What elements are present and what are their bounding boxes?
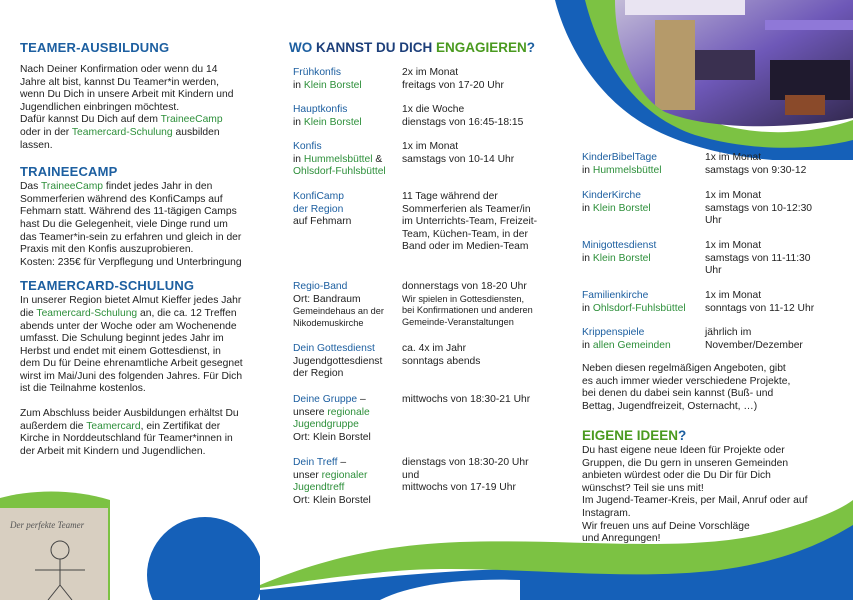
text-line: das Teamer*in-sein zu erfahren und gleich in der — [20, 231, 242, 243]
text-line: Sommerferien während des KonfiCamps auf — [20, 193, 223, 205]
event-detail: Wir spielen in Gottesdiensten, — [402, 293, 525, 304]
text-span: in — [582, 339, 593, 351]
text-line: dem Du für Deine ehrenamtliche Arbeit gesegnet — [20, 358, 243, 370]
event-detail: Team, Küchen-Team, in der — [402, 228, 528, 240]
event-details — [402, 457, 529, 495]
text-line: Instagram. — [582, 507, 631, 519]
text-line: bei denen du dabei sein kannst (Buß- und — [582, 388, 774, 400]
place-link: Hummelsbüttel — [592, 164, 662, 176]
event-place — [582, 303, 686, 316]
event-name — [293, 191, 351, 229]
event-title-line — [293, 457, 371, 470]
event-subtitle: Jugendgruppe — [293, 419, 359, 431]
event-details — [402, 281, 533, 328]
event-title: Deine Gruppe — [293, 394, 358, 405]
place-link: Klein Borstel — [592, 202, 651, 214]
text-line — [20, 421, 260, 434]
heading-part: WO — [289, 40, 316, 55]
event-place — [582, 203, 651, 216]
middle-heading — [289, 39, 535, 57]
text-span: , ein Zertifikat der — [140, 420, 221, 432]
teamercard-link: Teamercard — [86, 420, 141, 432]
text-span: Dafür kannst Du Dich auf dem — [20, 114, 161, 126]
text-span: in — [293, 116, 304, 128]
event-subtitle — [293, 470, 371, 483]
event-title: Minigottesdienst — [582, 240, 657, 251]
bottom-left-decoration — [0, 480, 260, 600]
event-title: Konfis — [293, 141, 322, 152]
event-detail: 1x die Woche — [402, 104, 465, 115]
heading-part: EIGENE IDEEN — [582, 428, 679, 443]
text-line: Du hast eigene neue Ideen für Projekte oder — [582, 445, 785, 456]
event-details — [402, 394, 530, 407]
event-title: Dein Gottesdienst — [293, 343, 375, 354]
event-place: Ort: Klein Borstel — [293, 431, 371, 443]
event-detail: samstags von 11-11:30 — [705, 252, 811, 264]
text-span: in — [293, 79, 304, 91]
event-detail: freitags von 17-20 Uhr — [402, 79, 504, 91]
text-line — [20, 114, 260, 127]
text-line: abends unter der Woche oder am Wochenende — [20, 320, 237, 332]
text-span: regionaler — [321, 469, 368, 481]
event-detail: Sommerferien als Teamer/in — [402, 203, 531, 215]
event-place — [582, 253, 656, 266]
place-link: Hummelsbüttel — [303, 153, 373, 165]
text-line: Bettag, Jugendfreizeit, Osternacht, …) — [582, 400, 758, 412]
event-details — [402, 141, 514, 166]
text-line: lassen. — [20, 139, 53, 151]
heading-part: ? — [678, 428, 687, 443]
event-details — [705, 290, 814, 315]
text-span: oder in der — [20, 126, 72, 138]
text-line: umfasst. Die Schulung beginnt jedes Jahr im — [20, 333, 224, 345]
text-line: hast Du die Gelegenheit, viele Dinge rund um — [20, 218, 228, 230]
extra-projects-text — [582, 363, 832, 413]
heading-part: ? — [526, 40, 536, 55]
text-span: ausbilden — [172, 126, 220, 138]
text-line: Nach Deiner Konfirmation oder wenn du 14 — [20, 64, 218, 75]
event-place: Nikodemuskirche — [293, 317, 364, 328]
event-detail: 2x im Monat — [402, 67, 459, 78]
event-detail: jährlich im — [705, 327, 752, 338]
text-span: in — [582, 302, 593, 314]
text-line: Praxis mit den Konfis auszuprobieren. — [20, 244, 194, 256]
text-span: unser — [293, 469, 322, 481]
ideen-heading — [582, 427, 686, 445]
event-detail: sonntags von 11-12 Uhr — [705, 302, 815, 314]
event-details — [402, 191, 537, 254]
event-title: der Region — [293, 203, 344, 215]
event-title: Dein Treff — [293, 457, 338, 468]
place-link: Klein Borstel — [303, 79, 362, 91]
event-name — [582, 152, 662, 177]
event-name — [293, 281, 384, 329]
text-span: außerdem die — [20, 420, 87, 432]
event-detail: dienstags von 16:45-18:15 — [402, 116, 524, 128]
event-subtitle — [293, 407, 371, 420]
event-detail: und — [402, 469, 420, 481]
event-detail: sonntags abends — [402, 355, 481, 367]
event-detail: dienstags von 18:30-20 Uhr — [402, 457, 529, 468]
event-place — [293, 117, 362, 130]
text-line: In unserer Region bietet Almut Kieffer jedes Jahr — [20, 295, 242, 307]
text-span: unsere — [293, 406, 328, 418]
text-span: an, die ca. 12 Treffen — [137, 307, 237, 319]
event-place: auf Fehmarn — [293, 216, 352, 228]
event-place: Jugendgottesdienst — [293, 355, 383, 367]
event-detail: 11 Tage während der — [402, 191, 498, 202]
text-line: ist die Teilnahme kostenlos. — [20, 383, 146, 395]
text-span: in — [582, 202, 593, 214]
event-title: Frühkonfis — [293, 67, 342, 78]
event-place — [293, 80, 362, 93]
event-detail: im Unterrichts-Team, Freizeit- — [402, 216, 538, 228]
event-detail: mittwochs von 17-19 Uhr — [402, 482, 516, 494]
event-detail: 1x im Monat — [705, 290, 762, 301]
event-details — [705, 190, 812, 228]
event-detail: samstags von 10-12:30 — [705, 202, 813, 214]
event-detail: Uhr — [705, 265, 722, 277]
event-detail: Uhr — [705, 215, 722, 227]
top-right-decoration — [545, 0, 853, 160]
event-name — [293, 394, 371, 444]
text-span: & — [372, 153, 383, 165]
traineecamp-link: TraineeCamp — [41, 181, 103, 193]
event-detail: donnerstags von 18-20 Uhr — [402, 281, 527, 292]
ideen-text — [582, 445, 842, 546]
text-line: anbieten würdest oder die Du Dir für Dich — [582, 470, 771, 482]
event-details — [705, 327, 803, 352]
event-title: Familienkirche — [582, 290, 649, 301]
text-line: Fehmarn statt. Während des 11-tägigen Camps — [20, 206, 237, 218]
event-name — [582, 327, 671, 352]
event-place: Ort: Bandraum — [293, 293, 361, 305]
event-place — [582, 340, 671, 353]
event-detail: 1x im Monat — [402, 141, 459, 152]
text-span: – — [357, 394, 366, 405]
event-title: Krippenspiele — [582, 327, 645, 338]
photo-caption: Der perfekte Teamer — [10, 520, 85, 530]
teamer-heading: TEAMER-AUSBILDUNG — [20, 40, 170, 55]
text-span: findet jedes Jahr in den — [103, 181, 213, 193]
event-name — [293, 104, 362, 129]
text-span: in — [582, 164, 593, 176]
text-line: Im Jugend-Teamer-Kreis, per Mail, Anruf oder auf — [582, 495, 808, 507]
text-line: wenn Du Dich in unsere Arbeit mit Kindern und — [20, 89, 234, 101]
event-name — [293, 67, 362, 92]
text-line: Kirche in Norddeutschland für Teamer*innen in — [20, 433, 233, 445]
event-place: der Region — [293, 368, 344, 380]
text-line: Herbst und endet mit einem Gottesdienst, in — [20, 345, 221, 357]
text-line: Wir freuen uns auf Deine Vorschläge — [582, 520, 750, 532]
teamercard-link: Teamercard-Schulung — [36, 307, 138, 319]
text-span: – — [337, 457, 347, 468]
event-title: Regio-Band — [293, 281, 348, 292]
text-line: Neben diesen regelmäßigen Angeboten, gibt — [582, 363, 786, 374]
event-title-line — [293, 394, 371, 407]
text-span: in — [293, 153, 304, 165]
text-line: es auch immer wieder verschiedene Projekte, — [582, 375, 791, 387]
event-details — [402, 343, 480, 368]
text-span: die — [20, 307, 37, 319]
event-title: KinderBibelTage — [582, 152, 657, 163]
place-link: Klein Borstel — [303, 116, 362, 128]
event-name — [293, 141, 386, 179]
event-place: Gemeindehaus an der — [293, 306, 384, 317]
event-place — [582, 165, 662, 178]
event-name — [582, 190, 651, 215]
event-detail: 1x im Monat — [705, 240, 762, 251]
event-place — [293, 154, 386, 167]
text-line: Gruppen, die Du gern in unseren Gemeinden — [582, 457, 789, 469]
event-detail: mittwochs von 18:30-21 Uhr — [402, 394, 531, 405]
event-details — [402, 67, 504, 92]
text-line: und Anregungen! — [582, 533, 661, 545]
place-link: allen Gemeinden — [592, 339, 671, 351]
text-line — [20, 308, 260, 321]
event-detail: Gemeinde-Veranstaltungen — [402, 316, 514, 327]
event-detail: samstags von 9:30-12 — [705, 164, 807, 176]
left-column — [20, 40, 260, 458]
heading-part: ENGAGIEREN — [436, 40, 527, 55]
text-line: wünschst? Teil sie uns mit! — [582, 482, 704, 494]
event-details — [705, 152, 806, 177]
event-name — [582, 290, 686, 315]
blue-circle — [147, 517, 260, 600]
text-line: Jugendlichen einbringen möchtest. — [20, 101, 180, 113]
event-detail: samstags von 10-14 Uhr — [402, 153, 515, 165]
event-title: KinderKirche — [582, 190, 641, 201]
teamercard-link: Teamercard-Schulung — [71, 126, 173, 138]
text-line — [20, 181, 260, 194]
traineecamp-heading: TRAINEECAMP — [20, 164, 118, 180]
event-subtitle: Jugendtreff — [293, 482, 345, 494]
text-line — [20, 127, 260, 140]
event-name — [293, 457, 371, 507]
event-detail: bei Konfirmationen und anderen — [402, 305, 533, 316]
traineecamp-link: TraineeCamp — [160, 114, 223, 126]
event-detail: November/Dezember — [705, 339, 803, 351]
event-title: Hauptkonfis — [293, 104, 348, 115]
text-line: Kosten: 235€ für Verpflegung und Unterbringung — [20, 256, 242, 268]
event-title: KonfiCamp — [293, 191, 344, 202]
text-line: der Arbeit mit Kindern und Jugendlichen. — [20, 445, 206, 457]
event-name — [582, 240, 656, 265]
event-detail: Band oder im Medien-Team — [402, 241, 529, 253]
event-details — [705, 240, 811, 278]
heading-part: KANNST DU DICH — [316, 40, 436, 55]
text-line: wirst im Mai/Juni des folgenden Jahres. Für Dich — [20, 370, 243, 382]
text-span: in — [582, 252, 593, 264]
event-details — [402, 104, 523, 129]
event-place: Ort: Klein Borstel — [293, 494, 371, 506]
place-link: Ohlsdorf-Fuhlsbüttel — [592, 302, 686, 314]
place-link: Klein Borstel — [592, 252, 651, 264]
place-link: Ohlsdorf-Fuhlsbüttel — [293, 166, 386, 178]
text-span: Das — [20, 181, 41, 193]
event-detail: ca. 4x im Jahr — [402, 343, 467, 354]
event-name — [293, 343, 382, 381]
event-detail: 1x im Monat — [705, 190, 762, 201]
text-line: Zum Abschluss beider Ausbildungen erhältst Du — [20, 408, 239, 420]
teamercard-heading: TEAMERCARD-SCHULUNG — [20, 278, 195, 294]
text-line: Jahre alt bist, kannst Du Teamer*in werden, — [20, 76, 219, 88]
event-detail: 1x im Monat — [705, 152, 762, 163]
text-span: regionale — [327, 406, 370, 418]
